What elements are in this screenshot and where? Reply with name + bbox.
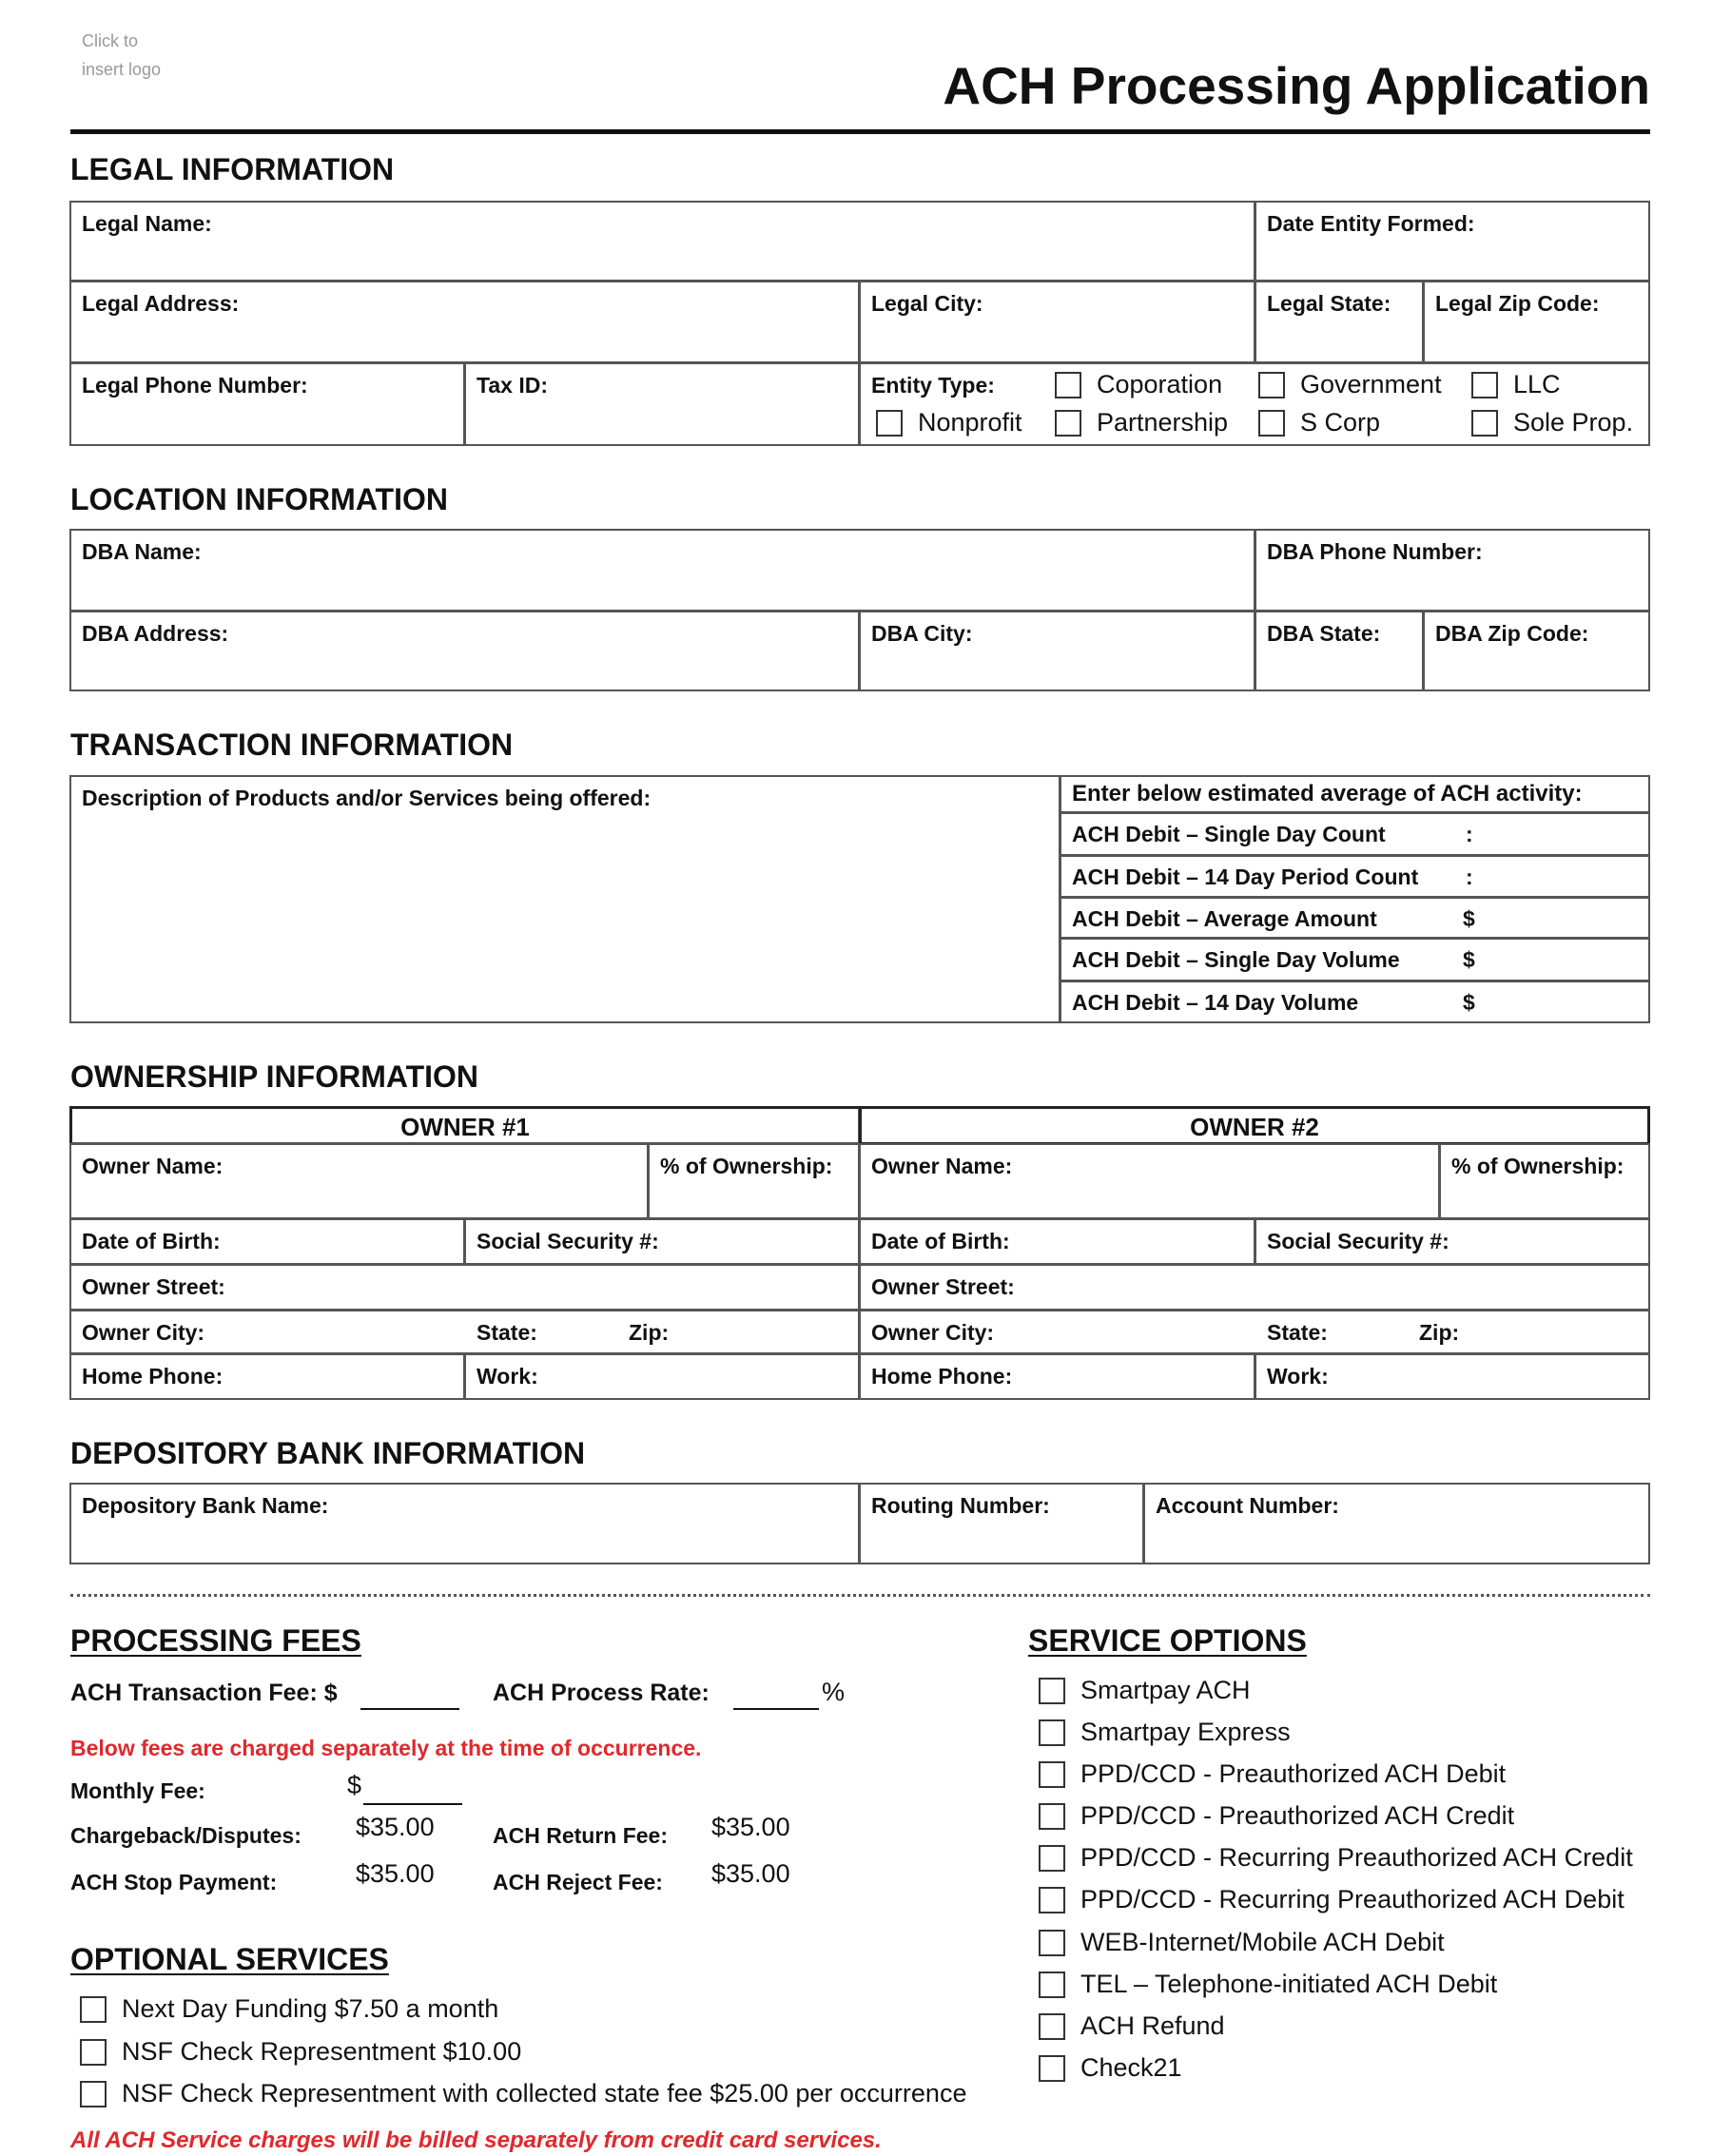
billing-footer-note: All ACH Service charges will be billed separately from credit card services. xyxy=(70,2127,882,2153)
label: Owner Name: xyxy=(871,1154,1013,1178)
label: Legal Phone Number: xyxy=(82,373,308,398)
bank-heading: DEPOSITORY BANK INFORMATION xyxy=(70,1436,586,1470)
owner2-city-field[interactable] xyxy=(859,1310,1650,1354)
option-label: Check21 xyxy=(1080,2053,1182,2082)
label: DBA Name: xyxy=(82,539,202,564)
percent-sign: % xyxy=(822,1678,846,1706)
optional-nsf-state-fee-checkbox[interactable] xyxy=(80,2079,966,2108)
logo-text: insert logo xyxy=(82,60,162,79)
service-option-checkbox[interactable] xyxy=(1039,1843,1633,1873)
suffix: $ xyxy=(1463,990,1475,1015)
checkbox-icon xyxy=(1039,2055,1065,2082)
entity-soleprop-checkbox[interactable] xyxy=(1471,408,1633,437)
label: Social Security #: xyxy=(477,1229,659,1253)
option-label: Coporation xyxy=(1097,370,1223,398)
label: Entity Type: xyxy=(871,373,995,398)
owner2-ssn-field[interactable] xyxy=(1255,1218,1650,1265)
label: Legal State: xyxy=(1267,291,1391,316)
activity-header xyxy=(1060,775,1650,813)
label: OWNER #2 xyxy=(1190,1113,1319,1141)
date-formed-field[interactable] xyxy=(1255,201,1650,282)
checkbox-icon xyxy=(1258,372,1285,398)
suffix: $ xyxy=(1463,947,1475,972)
service-option-checkbox[interactable] xyxy=(1039,1885,1624,1914)
checkbox-icon xyxy=(1039,1845,1065,1872)
entity-nonprofit-checkbox[interactable] xyxy=(876,408,1022,437)
checkbox-icon xyxy=(1039,1761,1065,1788)
option-label: TEL – Telephone-initiated ACH Debit xyxy=(1080,1970,1498,1998)
option-label: PPD/CCD - Preauthorized ACH Credit xyxy=(1080,1801,1515,1830)
service-option-checkbox[interactable] xyxy=(1039,1759,1506,1789)
suffix: : xyxy=(1466,822,1473,846)
checkbox-icon xyxy=(1055,372,1081,398)
dba-state-field[interactable] xyxy=(1255,611,1424,691)
owner2-pct-field[interactable] xyxy=(1439,1143,1650,1219)
checkbox-icon xyxy=(1258,410,1285,437)
page-title: ACH Processing Application xyxy=(943,56,1650,115)
owner1-name-field[interactable] xyxy=(69,1143,649,1219)
option-label: ACH Refund xyxy=(1080,2011,1225,2040)
dba-phone-field[interactable] xyxy=(1255,529,1650,612)
label: Owner Name: xyxy=(82,1154,224,1178)
entity-coporation-checkbox[interactable] xyxy=(1055,370,1222,399)
option-label: LLC xyxy=(1513,370,1561,398)
dba-city-field[interactable] xyxy=(859,611,1255,691)
checkbox-icon xyxy=(876,410,903,437)
owner1-street-field[interactable] xyxy=(69,1264,860,1311)
owner2-work-field[interactable] xyxy=(1255,1353,1650,1400)
checkbox-icon xyxy=(1471,410,1498,437)
owner1-dob-field[interactable] xyxy=(69,1218,465,1265)
owner2-home-phone-field[interactable] xyxy=(859,1353,1255,1400)
option-label: Sole Prop. xyxy=(1513,408,1634,437)
option-label: S Corp xyxy=(1300,408,1381,437)
label: % of Ownership: xyxy=(660,1154,833,1178)
service-option-checkbox[interactable] xyxy=(1039,1928,1445,1957)
label: Date of Birth: xyxy=(871,1229,1010,1253)
activity-row[interactable] xyxy=(1060,938,1650,981)
transaction-heading: TRANSACTION INFORMATION xyxy=(70,728,514,762)
service-option-checkbox[interactable] xyxy=(1039,1801,1514,1831)
owner1-pct-field[interactable] xyxy=(648,1143,860,1219)
option-label: NSF Check Representment $10.00 xyxy=(122,2037,522,2066)
label: DBA Zip Code: xyxy=(1435,621,1589,646)
label: Legal City: xyxy=(871,291,983,316)
activity-row[interactable] xyxy=(1060,812,1650,856)
optional-services-heading: OPTIONAL SERVICES xyxy=(70,1942,389,1976)
label: Owner City: xyxy=(82,1320,205,1345)
logo-text: Click to xyxy=(82,31,139,50)
location-heading: LOCATION INFORMATION xyxy=(70,482,448,516)
activity-row[interactable] xyxy=(1060,981,1650,1023)
checkbox-icon xyxy=(1055,410,1081,437)
option-label: PPD/CCD - Recurring Preauthorized ACH Debit xyxy=(1080,1885,1624,1913)
label: % of Ownership: xyxy=(1451,1154,1624,1178)
reject-fee-value: $35.00 xyxy=(711,1859,790,1888)
option-label: Partnership xyxy=(1097,408,1229,437)
return-fee-label: ACH Return Fee: xyxy=(493,1823,669,1848)
label: Date Entity Formed: xyxy=(1267,211,1475,236)
label: Routing Number: xyxy=(871,1493,1050,1518)
checkbox-icon xyxy=(80,2081,107,2107)
option-label: Government xyxy=(1300,370,1442,398)
monthly-fee-input[interactable] xyxy=(363,1803,462,1805)
stop-payment-value: $35.00 xyxy=(356,1859,435,1888)
owner2-street-field[interactable] xyxy=(859,1264,1650,1311)
label: Tax ID: xyxy=(477,373,548,398)
entity-llc-checkbox[interactable] xyxy=(1471,370,1561,399)
label: Owner Street: xyxy=(871,1274,1015,1299)
checkbox-icon xyxy=(80,1996,107,2023)
checkbox-icon xyxy=(1039,2013,1065,2040)
checkbox-icon xyxy=(1471,372,1498,398)
service-option-checkbox[interactable] xyxy=(1039,1676,1251,1705)
monthly-dollar-sign: $ xyxy=(347,1771,362,1799)
optional-next-day-funding-checkbox[interactable] xyxy=(80,1994,498,2024)
suffix: $ xyxy=(1463,906,1475,931)
monthly-fee-label: Monthly Fee: xyxy=(70,1778,205,1803)
legal-city-field[interactable] xyxy=(859,281,1255,363)
owner1-home-phone-field[interactable] xyxy=(69,1353,465,1400)
activity-row[interactable] xyxy=(1060,855,1650,898)
insert-logo-placeholder[interactable] xyxy=(82,27,161,84)
label: DBA State: xyxy=(1267,621,1381,646)
dba-address-field[interactable] xyxy=(69,611,860,691)
label: ACH Debit – Average Amount xyxy=(1072,906,1377,931)
owner1-ssn-field[interactable] xyxy=(464,1218,860,1265)
suffix: : xyxy=(1466,864,1473,889)
activity-row[interactable] xyxy=(1060,897,1650,939)
description-field[interactable] xyxy=(69,775,1060,1023)
label: OWNER #1 xyxy=(400,1113,530,1141)
dotted-separator xyxy=(70,1594,1650,1597)
checkbox-icon xyxy=(1039,1678,1065,1704)
dba-zip-field[interactable] xyxy=(1423,611,1650,691)
state-label: State: xyxy=(477,1320,537,1345)
entity-government-checkbox[interactable] xyxy=(1258,370,1442,399)
owner2-dob-field[interactable] xyxy=(859,1218,1255,1265)
zip-label: Zip: xyxy=(629,1320,670,1345)
label: Depository Bank Name: xyxy=(82,1493,329,1518)
legal-address-field[interactable] xyxy=(69,281,860,363)
owner2-name-field[interactable] xyxy=(859,1143,1440,1219)
service-option-checkbox[interactable] xyxy=(1039,1970,1497,1999)
option-label: Next Day Funding $7.50 a month xyxy=(122,1994,499,2023)
option-label: Nonprofit xyxy=(918,408,1022,437)
tax-id-field[interactable] xyxy=(464,362,860,446)
label: Date of Birth: xyxy=(82,1229,221,1253)
option-label: NSF Check Representment with collected state fee $25.00 per occurrence xyxy=(122,2079,967,2107)
label: Description of Products and/or Services being offered: xyxy=(82,786,652,810)
label: Legal Name: xyxy=(82,211,212,236)
label: Owner Street: xyxy=(82,1274,225,1299)
option-label: Smartpay ACH xyxy=(1080,1676,1251,1704)
checkbox-icon xyxy=(1039,1930,1065,1956)
option-label: PPD/CCD - Recurring Preauthorized ACH Credit xyxy=(1080,1843,1633,1872)
label: DBA Address: xyxy=(82,621,229,646)
chargeback-label: Chargeback/Disputes: xyxy=(70,1823,302,1848)
legal-state-field[interactable] xyxy=(1255,281,1424,363)
service-options-heading: SERVICE OPTIONS xyxy=(1028,1623,1307,1658)
legal-heading: LEGAL INFORMATION xyxy=(70,152,395,186)
chargeback-value: $35.00 xyxy=(356,1813,435,1841)
transaction-fee-label: ACH Transaction Fee: $ xyxy=(70,1680,338,1706)
owner1-work-field[interactable] xyxy=(464,1353,860,1400)
label: ACH Debit – 14 Day Period Count xyxy=(1072,864,1419,889)
label: Home Phone: xyxy=(871,1364,1013,1389)
checkbox-icon xyxy=(1039,1719,1065,1746)
legal-name-field[interactable] xyxy=(69,201,1255,282)
label: Account Number: xyxy=(1156,1493,1339,1518)
option-label: PPD/CCD - Preauthorized ACH Debit xyxy=(1080,1759,1507,1788)
option-label: WEB-Internet/Mobile ACH Debit xyxy=(1080,1928,1445,1956)
owner2-header xyxy=(859,1106,1650,1144)
option-label: Smartpay Express xyxy=(1080,1718,1291,1746)
owner1-city-field[interactable] xyxy=(69,1310,860,1354)
bank-name-field[interactable] xyxy=(69,1483,860,1564)
label: DBA City: xyxy=(871,621,973,646)
optional-nsf-checkbox[interactable] xyxy=(80,2037,521,2067)
process-rate-label: ACH Process Rate: xyxy=(493,1680,710,1706)
label: ACH Debit – 14 Day Volume xyxy=(1072,990,1359,1015)
fees-note: Below fees are charged separately at the time of occurrence. xyxy=(70,1736,702,1760)
stop-payment-label: ACH Stop Payment: xyxy=(70,1870,278,1894)
checkbox-icon xyxy=(1039,1803,1065,1830)
title-rule xyxy=(70,129,1650,134)
legal-phone-field[interactable] xyxy=(69,362,465,446)
label: Work: xyxy=(1267,1364,1329,1389)
reject-fee-label: ACH Reject Fee: xyxy=(493,1870,663,1894)
service-option-checkbox[interactable] xyxy=(1039,1718,1291,1747)
label: Enter below estimated average of ACH activity: xyxy=(1072,781,1583,806)
label: Social Security #: xyxy=(1267,1229,1449,1253)
entity-scorp-checkbox[interactable] xyxy=(1258,408,1380,437)
label: Work: xyxy=(477,1364,538,1389)
state-label: State: xyxy=(1267,1320,1328,1345)
ownership-heading: OWNERSHIP INFORMATION xyxy=(70,1059,479,1094)
label: ACH Debit – Single Day Count xyxy=(1072,822,1386,846)
label: Owner City: xyxy=(871,1320,995,1345)
process-rate-input[interactable] xyxy=(733,1708,819,1710)
processing-fees-heading: PROCESSING FEES xyxy=(70,1623,361,1658)
checkbox-icon xyxy=(1039,1971,1065,1998)
label: Home Phone: xyxy=(82,1364,224,1389)
transaction-fee-input[interactable] xyxy=(360,1708,459,1710)
label: ACH Debit – Single Day Volume xyxy=(1072,947,1400,972)
label: Legal Address: xyxy=(82,291,240,316)
entity-partnership-checkbox[interactable] xyxy=(1055,408,1228,437)
routing-number-field[interactable] xyxy=(859,1483,1144,1564)
account-number-field[interactable] xyxy=(1143,1483,1650,1564)
service-option-checkbox[interactable] xyxy=(1039,2011,1225,2041)
legal-zip-field[interactable] xyxy=(1423,281,1650,363)
return-fee-value: $35.00 xyxy=(711,1813,790,1841)
service-option-checkbox[interactable] xyxy=(1039,2053,1182,2083)
checkbox-icon xyxy=(1039,1887,1065,1913)
owner1-header xyxy=(69,1106,860,1144)
zip-label: Zip: xyxy=(1419,1320,1460,1345)
label: DBA Phone Number: xyxy=(1267,539,1483,564)
dba-name-field[interactable] xyxy=(69,529,1255,612)
checkbox-icon xyxy=(80,2039,107,2066)
label: Legal Zip Code: xyxy=(1435,291,1600,316)
